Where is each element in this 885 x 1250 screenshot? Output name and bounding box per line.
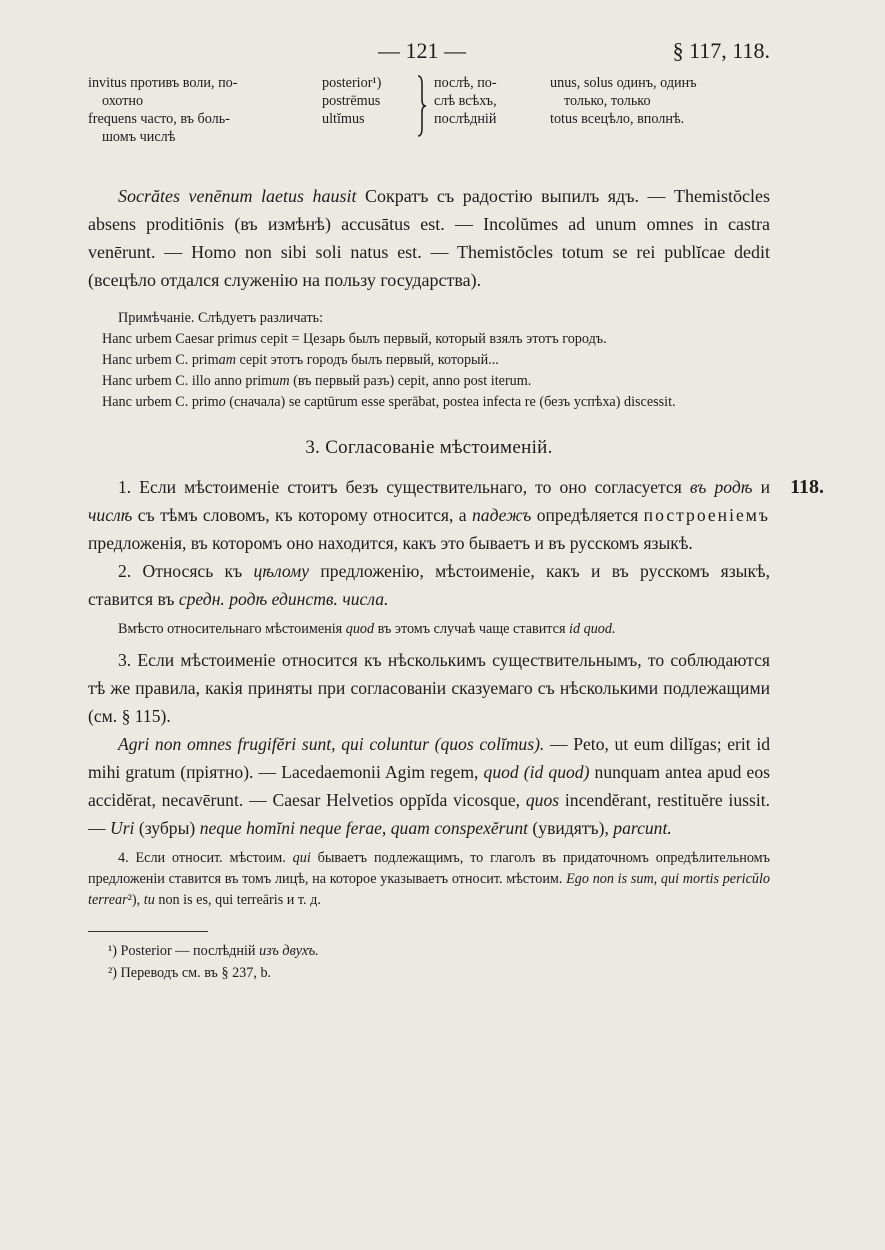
vocab-entry: шомъ числѣ [102,129,176,145]
note-line: Hanc urbem C. primam cepit этотъ городъ былъ первый, который... [102,352,499,368]
margin-number: 118. [790,476,824,498]
rule-paragraph-1: 118. 1. Если мѣстоименіе стоитъ безъ существительнаго, то оно согласуется въ родѣ и числѣ съ тѣмъ словомъ, къ которому относится, а падежъ опредѣляется построеніемъ предложенія, въ которомъ оно находится, какъ это бываетъ и въ русскомъ языкѣ. [88,473,770,557]
rule-paragraph-4: 4. Если относит. мѣстоим. qui бываетъ подлежащимъ, то глаголъ въ придаточномъ опредѣлительномъ предложеніи ставится въ томъ лицѣ, на которое указываетъ относит. мѣстоим. Ego non is sum, qui mortis pericŭlo terrear²), tu non is es, qui terreāris и т. д. [88,850,770,908]
translation: Сократъ съ радостію выпилъ ядъ. — [356,186,675,206]
vocab-column-3 [434,74,544,128]
section-title: 3. Согласованіе мѣстоименій. [305,437,553,458]
vocab-entry: postrēmus [322,93,381,109]
vocab-entry: frequens часто, въ боль- [88,111,230,127]
running-header [88,34,770,68]
vocab-entry: охотно [102,93,144,109]
vocab-column-1 [88,74,314,146]
vocab-entry: posterior¹) [322,75,382,91]
note-line: Hanc urbem Caesar primus cepit = Цезарь былъ первый, который взялъ этотъ городъ. [102,331,607,347]
note-line: Hanc urbem C. illo anno primum (въ первый разъ) cepit, anno post iterum. [102,373,532,389]
examples-paragraph [88,182,770,294]
note-block [88,308,770,413]
note-line: Hanc urbem C. primo (сначала) se captūrum esse sperābat, postea infecta re (безъ успѣха) discessit. [102,394,676,410]
book-page [88,34,824,984]
vocab-entry: ultĭmus [322,111,365,127]
small-note: Вмѣсто относительнаго мѣстоименія quod въ этомъ случаѣ чаще ставится id quod. [118,621,616,637]
rule-paragraph-2: 2. Относясь къ цѣлому предложенію, мѣстоименіе, какъ и въ русскомъ языкѣ, ставится въ средн. родѣ единств. числа. [88,561,770,609]
page-number: — 121 — [378,38,466,63]
vocab-entry: invitus противъ воли, по- [88,75,238,91]
vocabulary-block [88,74,770,166]
vocab-entry: unus, solus одинъ, одинъ [550,75,697,91]
rule-paragraph-3: 3. Если мѣстоименіе относится къ нѣсколькимъ существительнымъ, то соблюдаются тѣ же правила, какія приняты при согласованіи сказуемаго съ нѣсколькими подлежащими (см. § 115). [88,650,770,726]
vocab-entry: послѣ, по- [434,75,497,91]
examples-paragraph-2: Agri non omnes frugifĕri sunt, qui coluntur (quos colĭmus). — Peto, ut eum dilĭgas; erit id mihi gratum (пріятно). — Lacedaemonii Agim regem, quod (id quod) nunquam antea apud eos accidĕrat, necavērunt. — Caesar Helvetios oppĭda vicosque, quos incendĕrant, restituĕre iussit. — Uri (зубры) neque homĭni neque ferae, quam conspexĕrunt (увидятъ), parcunt. [88,734,771,838]
vocab-entry: только, только [564,93,651,109]
vocab-entry: послѣдній [434,111,497,127]
footnote-divider [88,931,208,932]
vocab-column-2 [322,74,410,128]
vocab-entry: totus всецѣло, вполнѣ. [550,111,685,127]
vocab-column-4 [550,74,772,128]
latin-example: Socrătes venēnum laetus hausit [118,186,357,206]
vocab-entry: слѣ всѣхъ, [434,93,497,109]
footnote-1: ¹) Posterior — послѣдній изъ двухъ. [108,943,319,959]
note-heading: Примѣчаніе. Слѣдуетъ различать: [118,310,324,326]
latin-examples: Themistŏcles absens proditiōnis (въ измѣнѣ) accusātus est. — Incolŭmes ad unum omnes in castra venērunt. — Homo non sibi soli natus est. — Themistŏcles totum se rei publĭcae dedit (всецѣло отдался служенію на пользу государства). [88,186,770,290]
section-reference: § 117, 118. [672,38,770,63]
footnote-2: ²) Переводъ см. въ § 237, b. [108,965,272,981]
brace-icon [414,74,430,138]
